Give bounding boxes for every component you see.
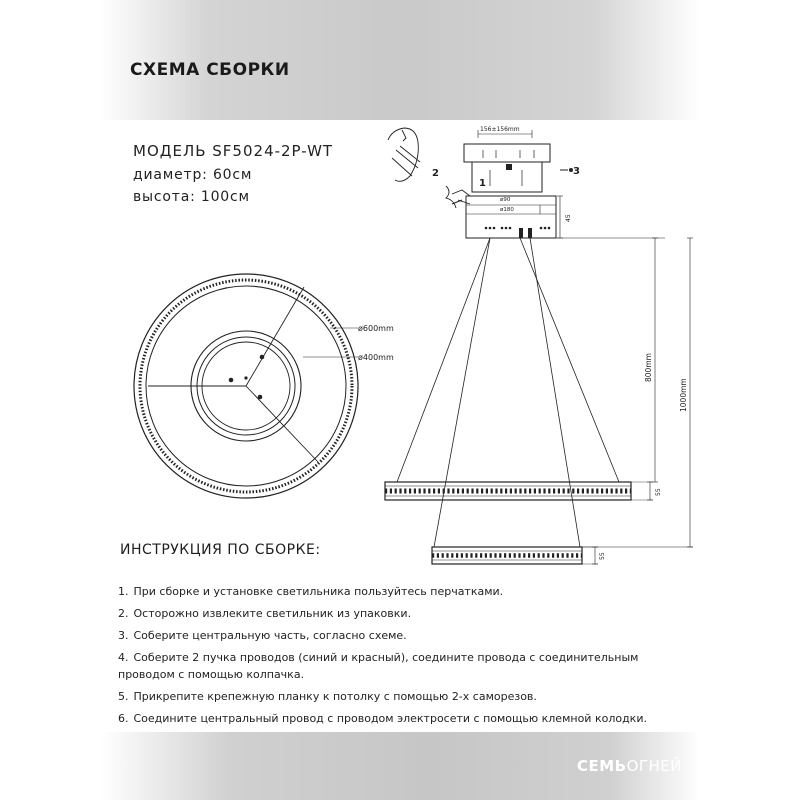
- instructions-title: ИНСТРУКЦИЯ ПО СБОРКЕ:: [120, 542, 321, 558]
- suspension-cables: [397, 238, 619, 547]
- ring-large-side: [385, 482, 653, 500]
- list-item: 3. Соберите центральную часть, согласно схеме.: [118, 629, 407, 642]
- wiring-detail: [388, 128, 470, 208]
- height-dimensions: [556, 238, 693, 547]
- mount-point: [229, 378, 234, 383]
- list-item: 6. Соедините центральный провод с проводом электросети с помощью клемной колодки.: [118, 712, 647, 725]
- top-dimension: 156±156mm: [480, 126, 520, 133]
- brand-logo: [577, 757, 682, 775]
- list-item: 1. При сборке и установке светильника пользуйтесь перчатками.: [118, 585, 504, 598]
- callout-3: 3: [573, 166, 580, 177]
- callout-2: 2: [432, 168, 439, 179]
- brand-light: ОГНЕЙ: [626, 757, 682, 775]
- instruction-list: [118, 583, 698, 732]
- wire-cap: [519, 228, 523, 238]
- outer-ring-dim: ø600mm: [358, 324, 394, 333]
- ring-small-thickness: 55: [599, 552, 606, 560]
- mounting-plate: [464, 144, 550, 162]
- mount-point: [244, 376, 247, 379]
- ring-small-side: [432, 547, 598, 564]
- brand-bold: СЕМЬ: [576, 757, 627, 775]
- length-800-dim: 800mm: [644, 353, 653, 382]
- mount-point: [258, 395, 263, 400]
- canopy-height-dim: 45: [565, 214, 572, 222]
- page-title: СХЕМА СБОРКИ: [130, 60, 290, 80]
- list-item: 5. Прикрепите крепежную планку к потолку с помощью 2-х саморезов.: [118, 690, 537, 703]
- inner-ring-dim: ø400mm: [358, 353, 394, 362]
- model-label: МОДЕЛЬ SF5024-2P-WT: [133, 142, 334, 160]
- suspension-line: [246, 386, 318, 462]
- diameter-label: диаметр: 60см: [133, 167, 253, 183]
- length-1000-dim: 1000mm: [679, 378, 688, 412]
- list-item: 4. Соберите 2 пучка проводов (синий и красный), соедините провода с соединительным проводом с помощью колпачка.: [118, 651, 639, 681]
- canopy: [452, 130, 568, 238]
- canopy-dim-180: ø180: [500, 207, 514, 213]
- mount-point: [260, 355, 265, 360]
- suspension-line: [246, 287, 304, 386]
- list-item: 2. Осторожно извлеките светильник из упаковки.: [118, 607, 412, 620]
- top-view: [134, 274, 358, 498]
- canopy-body: [466, 196, 556, 238]
- canopy-dim-90: ø90: [500, 197, 511, 203]
- wire-cap: [528, 228, 532, 238]
- height-label: высота: 100см: [133, 189, 250, 205]
- ring-large-thickness: 55: [655, 488, 662, 496]
- callout-1: 1: [479, 178, 486, 189]
